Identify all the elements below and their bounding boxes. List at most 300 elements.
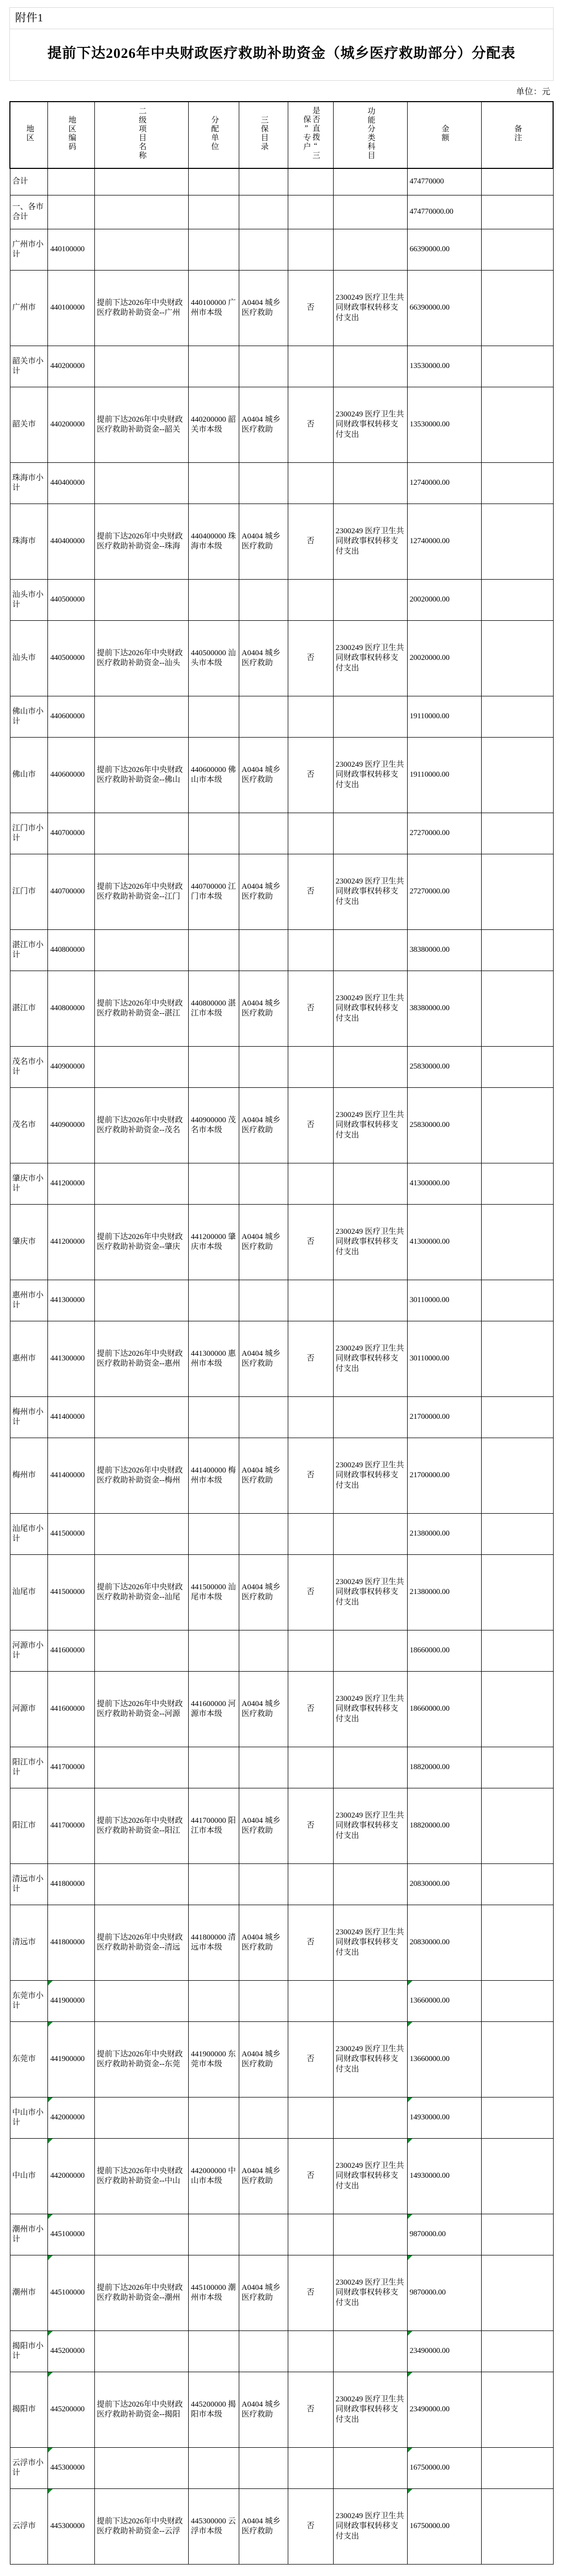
table-row [10,2255,553,2330]
comment-marker-icon [408,1981,412,1985]
cell-region-code: 441700000 [48,1747,94,1788]
cell-function-subject [333,1863,407,1905]
cell-function-subject [333,1980,407,2021]
cell-project-name: 提前下达2026年中央财政医疗救助补助资金--江门 [94,854,188,929]
cell-allocation-unit [189,2447,239,2488]
cell-region-code: 441500000 [48,1513,94,1554]
cell-remark [481,1863,553,1905]
cell-sanbao-category [239,1747,288,1788]
cell-project-name: 提前下达2026年中央财政医疗救助补助资金--东莞 [94,2021,188,2097]
cell-sanbao-category [239,195,288,229]
cell-direct-transfer: 否 [288,1438,333,1513]
cell-allocation-unit [189,462,239,504]
cell-project-name [94,1980,188,2021]
cell-allocation-unit [189,2097,239,2138]
table-row [10,1863,553,1905]
table-row [10,2447,553,2488]
table-row [10,462,553,504]
table-row [10,1554,553,1630]
cell-direct-transfer [288,1163,333,1204]
cell-allocation-unit [189,1630,239,1671]
cell-project-name: 提前下达2026年中央财政医疗救助补助资金--潮州 [94,2255,188,2330]
cell-remark [481,1671,553,1747]
table-row [10,1747,553,1788]
cell-remark [481,737,553,813]
cell-region-code: 440200000 [48,387,94,462]
comment-marker-icon [48,2331,53,2336]
cell-allocation-unit [189,195,239,229]
cell-sanbao-category: A0404 城乡医疗救助 [239,270,288,346]
comment-marker-icon [48,2448,53,2452]
cell-project-name [94,1163,188,1204]
table-row [10,1087,553,1163]
cell-sanbao-category: A0404 城乡医疗救助 [239,1087,288,1163]
col-header-category [239,102,288,168]
table-row [10,1630,553,1671]
cell-allocation-unit: 441500000 汕尾市本级 [189,1554,239,1630]
cell-sanbao-category [239,462,288,504]
cell-region: 东莞市 [10,2021,48,2097]
table-row [10,1671,553,1747]
cell-sanbao-category [239,579,288,620]
cell-project-name [94,195,188,229]
cell-allocation-unit: 441900000 东莞市本级 [189,2021,239,2097]
comment-marker-icon [408,2255,412,2260]
comment-marker-icon [408,2022,412,2027]
cell-direct-transfer [288,195,333,229]
cell-direct-transfer [288,2447,333,2488]
cell-remark [481,2214,553,2255]
cell-project-name [94,229,188,270]
cell-allocation-unit: 441800000 清远市本级 [189,1905,239,1980]
cell-sanbao-category [239,2330,288,2372]
table-row [10,737,553,813]
comment-marker-icon [48,2372,53,2377]
comment-marker-icon [408,2214,412,2219]
attachment-label: 附件1 [10,8,553,29]
table-row [10,229,553,270]
cell-direct-transfer [288,462,333,504]
cell-region: 揭阳市 [10,2372,48,2447]
cell-direct-transfer: 否 [288,1671,333,1747]
cell-project-name [94,462,188,504]
cell-region: 阳江市 [10,1788,48,1863]
table-row [10,346,553,387]
comment-marker-icon [408,2448,412,2452]
cell-region-code: 440500000 [48,579,94,620]
cell-project-name [94,1513,188,1554]
cell-remark [481,387,553,462]
table-row [10,929,553,971]
cell-region-code: 441400000 [48,1396,94,1438]
cell-function-subject: 2300249 医疗卫生共同财政事权转移支付支出 [333,2488,407,2564]
cell-remark [481,195,553,229]
cell-amount: 18660000.00 [407,1630,481,1671]
cell-direct-transfer [288,2097,333,2138]
table-row [10,2488,553,2564]
table-row [10,1204,553,1280]
cell-direct-transfer: 否 [288,1204,333,1280]
cell-region: 肇庆市小计 [10,1163,48,1204]
cell-remark [481,1396,553,1438]
comment-marker-icon [408,2331,412,2336]
cell-amount: 41300000.00 [407,1163,481,1204]
cell-region-code: 440100000 [48,270,94,346]
cell-region: 江门市 [10,854,48,929]
cell-region: 广州市小计 [10,229,48,270]
table-row [10,579,553,620]
cell-function-subject [333,195,407,229]
cell-region-code: 441800000 [48,1905,94,1980]
cell-region: 湛江市小计 [10,929,48,971]
cell-project-name [94,813,188,854]
cell-function-subject: 2300249 医疗卫生共同财政事权转移支付支出 [333,620,407,696]
cell-remark [481,2021,553,2097]
col-header-region [10,102,48,168]
cell-amount: 30110000.00 [407,1321,481,1396]
cell-project-name: 提前下达2026年中央财政医疗救助补助资金--珠海 [94,504,188,579]
cell-project-name [94,2214,188,2255]
cell-remark [481,1321,553,1396]
cell-sanbao-category [239,229,288,270]
cell-sanbao-category: A0404 城乡医疗救助 [239,2488,288,2564]
cell-function-subject: 2300249 医疗卫生共同财政事权转移支付支出 [333,1438,407,1513]
cell-region-code: 445300000 [48,2488,94,2564]
cell-region: 江门市小计 [10,813,48,854]
cell-function-subject: 2300249 医疗卫生共同财政事权转移支付支出 [333,1554,407,1630]
cell-region-code: 440500000 [48,620,94,696]
table-row [10,1905,553,1980]
cell-project-name: 提前下达2026年中央财政医疗救助补助资金--清远 [94,1905,188,1980]
cell-function-subject [333,1163,407,1204]
cell-amount: 66390000.00 [407,229,481,270]
cell-region: 河源市小计 [10,1630,48,1671]
cell-allocation-unit [189,229,239,270]
cell-allocation-unit [189,168,239,195]
cell-remark [481,696,553,737]
cell-sanbao-category: A0404 城乡医疗救助 [239,1905,288,1980]
table-row [10,1513,553,1554]
cell-sanbao-category: A0404 城乡医疗救助 [239,2138,288,2214]
cell-project-name [94,1863,188,1905]
cell-direct-transfer [288,813,333,854]
cell-direct-transfer: 否 [288,1087,333,1163]
cell-direct-transfer: 否 [288,2488,333,2564]
cell-region-code: 441300000 [48,1280,94,1321]
cell-region: 阳江市小计 [10,1747,48,1788]
cell-direct-transfer: 否 [288,1554,333,1630]
cell-amount: 23490000.00 [407,2372,481,2447]
cell-sanbao-category [239,1630,288,1671]
cell-function-subject [333,1280,407,1321]
cell-function-subject [333,1396,407,1438]
cell-sanbao-category [239,1513,288,1554]
cell-function-subject [333,2214,407,2255]
table-row [10,2214,553,2255]
cell-remark [481,929,553,971]
cell-amount: 21700000.00 [407,1438,481,1513]
cell-allocation-unit: 440600000 佛山市本级 [189,737,239,813]
cell-region-code: 445100000 [48,2214,94,2255]
cell-project-name: 提前下达2026年中央财政医疗救助补助资金--汕头 [94,620,188,696]
cell-allocation-unit [189,929,239,971]
comment-marker-icon [408,2489,412,2494]
table-row [10,1980,553,2021]
cell-function-subject [333,2330,407,2372]
cell-amount: 18820000.00 [407,1747,481,1788]
cell-direct-transfer [288,1980,333,2021]
cell-allocation-unit: 440200000 韶关市本级 [189,387,239,462]
cell-region: 珠海市 [10,504,48,579]
cell-function-subject: 2300249 医疗卫生共同财政事权转移支付支出 [333,1905,407,1980]
cell-sanbao-category: A0404 城乡医疗救助 [239,2255,288,2330]
cell-remark [481,813,553,854]
cell-remark [481,579,553,620]
table-body [10,168,553,2565]
cell-function-subject [333,229,407,270]
table-row [10,813,553,854]
cell-region-code: 440700000 [48,854,94,929]
cell-allocation-unit [189,1513,239,1554]
cell-direct-transfer [288,2330,333,2372]
comment-marker-icon [48,2255,53,2260]
cell-remark [481,1905,553,1980]
cell-sanbao-category [239,1980,288,2021]
cell-direct-transfer: 否 [288,2255,333,2330]
cell-region-code: 441900000 [48,2021,94,2097]
cell-remark [481,2330,553,2372]
cell-remark [481,1554,553,1630]
cell-sanbao-category: A0404 城乡医疗救助 [239,1321,288,1396]
col-header-amount-label: 金额 [440,124,449,142]
comment-marker-icon [408,2097,412,2102]
cell-project-name [94,2097,188,2138]
table-row [10,2330,553,2372]
cell-function-subject [333,346,407,387]
table-row [10,195,553,229]
cell-project-name: 提前下达2026年中央财政医疗救助补助资金--广州 [94,270,188,346]
cell-region-code: 440600000 [48,696,94,737]
cell-remark [481,1204,553,1280]
cell-region: 汕头市 [10,620,48,696]
cell-function-subject: 2300249 医疗卫生共同财政事权转移支付支出 [333,2255,407,2330]
cell-allocation-unit: 440100000 广州市本级 [189,270,239,346]
comment-marker-icon [48,2097,53,2102]
cell-remark [481,2097,553,2138]
cell-direct-transfer: 否 [288,2021,333,2097]
cell-allocation-unit: 440700000 江门市本级 [189,854,239,929]
cell-amount: 13660000.00 [407,2021,481,2097]
comment-marker-icon [48,2022,53,2027]
cell-function-subject: 2300249 医疗卫生共同财政事权转移支付支出 [333,270,407,346]
cell-amount: 13660000.00 [407,1980,481,2021]
cell-direct-transfer: 否 [288,1905,333,1980]
cell-region: 云浮市小计 [10,2447,48,2488]
col-header-function [333,102,407,168]
col-header-amount [407,102,481,168]
cell-project-name: 提前下达2026年中央财政医疗救助补助资金--云浮 [94,2488,188,2564]
cell-direct-transfer: 否 [288,1321,333,1396]
comment-marker-icon [408,2139,412,2143]
cell-amount: 13530000.00 [407,346,481,387]
cell-region-code: 441300000 [48,1321,94,1396]
cell-remark [481,1163,553,1204]
cell-region: 梅州市 [10,1438,48,1513]
cell-function-subject: 2300249 医疗卫生共同财政事权转移支付支出 [333,1204,407,1280]
table-row [10,387,553,462]
cell-region: 清远市小计 [10,1863,48,1905]
cell-region: 合计 [10,168,48,195]
cell-project-name: 提前下达2026年中央财政医疗救助补助资金--茂名 [94,1087,188,1163]
cell-amount: 9870000.00 [407,2255,481,2330]
cell-amount: 474770000.00 [407,195,481,229]
cell-region-code: 440800000 [48,929,94,971]
cell-region: 中山市 [10,2138,48,2214]
cell-amount: 23490000.00 [407,2330,481,2372]
cell-direct-transfer [288,579,333,620]
cell-allocation-unit: 440900000 茂名市本级 [189,1087,239,1163]
document-page [0,7,563,2565]
cell-sanbao-category [239,2097,288,2138]
cell-project-name [94,1630,188,1671]
cell-remark [481,2488,553,2564]
cell-amount: 25830000.00 [407,1046,481,1087]
table-row [10,1438,553,1513]
header-box [9,7,554,81]
cell-remark [481,1747,553,1788]
col-header-remark-label: 备注 [513,124,522,142]
cell-sanbao-category: A0404 城乡医疗救助 [239,971,288,1046]
table-row [10,1046,553,1087]
cell-direct-transfer [288,229,333,270]
header-row [10,102,553,168]
cell-sanbao-category: A0404 城乡医疗救助 [239,737,288,813]
cell-project-name [94,579,188,620]
table-row [10,971,553,1046]
cell-sanbao-category [239,1163,288,1204]
cell-direct-transfer: 否 [288,971,333,1046]
cell-amount: 474770000 [407,168,481,195]
cell-amount: 12740000.00 [407,504,481,579]
cell-direct-transfer: 否 [288,2372,333,2447]
cell-region: 广州市 [10,270,48,346]
cell-amount: 16750000.00 [407,2447,481,2488]
cell-direct-transfer [288,1046,333,1087]
cell-project-name [94,1747,188,1788]
cell-sanbao-category [239,929,288,971]
cell-remark [481,1280,553,1321]
cell-region-code: 440400000 [48,462,94,504]
table-row [10,1396,553,1438]
cell-region: 云浮市 [10,2488,48,2564]
table-row [10,620,553,696]
cell-remark [481,1087,553,1163]
cell-direct-transfer [288,168,333,195]
cell-region-code: 441400000 [48,1438,94,1513]
cell-sanbao-category: A0404 城乡医疗救助 [239,854,288,929]
cell-remark [481,1046,553,1087]
table-head [10,102,553,168]
cell-amount: 20830000.00 [407,1863,481,1905]
cell-direct-transfer [288,1396,333,1438]
cell-sanbao-category [239,813,288,854]
cell-remark [481,1438,553,1513]
cell-allocation-unit [189,1280,239,1321]
cell-project-name: 提前下达2026年中央财政医疗救助补助资金--阳江 [94,1788,188,1863]
cell-region-code [48,195,94,229]
cell-region-code: 442000000 [48,2097,94,2138]
cell-region: 揭阳市小计 [10,2330,48,2372]
cell-region: 惠州市 [10,1321,48,1396]
cell-region: 梅州市小计 [10,1396,48,1438]
cell-remark [481,2372,553,2447]
cell-region: 韶关市小计 [10,346,48,387]
cell-project-name: 提前下达2026年中央财政医疗救助补助资金--佛山 [94,737,188,813]
cell-project-name: 提前下达2026年中央财政医疗救助补助资金--河源 [94,1671,188,1747]
cell-sanbao-category [239,1046,288,1087]
cell-sanbao-category: A0404 城乡医疗救助 [239,1204,288,1280]
cell-remark [481,1630,553,1671]
cell-function-subject [333,813,407,854]
cell-region: 湛江市 [10,971,48,1046]
cell-remark [481,462,553,504]
cell-function-subject: 2300249 医疗卫生共同财政事权转移支付支出 [333,1321,407,1396]
cell-sanbao-category [239,2214,288,2255]
cell-allocation-unit [189,696,239,737]
cell-allocation-unit: 445100000 潮州市本级 [189,2255,239,2330]
cell-region-code: 441500000 [48,1554,94,1630]
col-header-code [48,102,94,168]
cell-function-subject [333,1630,407,1671]
cell-direct-transfer [288,1863,333,1905]
cell-direct-transfer [288,1513,333,1554]
cell-direct-transfer [288,1747,333,1788]
cell-allocation-unit: 441300000 惠州市本级 [189,1321,239,1396]
col-header-category-label: 三保目录 [260,115,268,151]
comment-marker-icon [48,2489,53,2494]
col-header-unit [189,102,239,168]
cell-region: 中山市小计 [10,2097,48,2138]
cell-region-code: 441200000 [48,1163,94,1204]
cell-sanbao-category: A0404 城乡医疗救助 [239,620,288,696]
cell-region-code: 441800000 [48,1863,94,1905]
cell-sanbao-category: A0404 城乡医疗救助 [239,2021,288,2097]
cell-region-code: 441200000 [48,1204,94,1280]
cell-sanbao-category: A0404 城乡医疗救助 [239,2372,288,2447]
cell-direct-transfer [288,1280,333,1321]
cell-amount: 38380000.00 [407,971,481,1046]
cell-sanbao-category [239,696,288,737]
cell-amount: 30110000.00 [407,1280,481,1321]
cell-region-code: 445300000 [48,2447,94,2488]
col-header-code-label: 地区编码 [67,115,76,151]
cell-direct-transfer [288,2214,333,2255]
cell-region: 潮州市 [10,2255,48,2330]
cell-amount: 9870000.00 [407,2214,481,2255]
cell-project-name: 提前下达2026年中央财政医疗救助补助资金--中山 [94,2138,188,2214]
cell-sanbao-category: A0404 城乡医疗救助 [239,1438,288,1513]
col-header-function-label: 功能分类科目 [366,106,375,160]
cell-project-name [94,696,188,737]
col-header-project-label: 二级项目名称 [138,106,146,160]
cell-sanbao-category [239,2447,288,2488]
cell-sanbao-category [239,346,288,387]
cell-project-name [94,168,188,195]
cell-amount: 18660000.00 [407,1671,481,1747]
cell-allocation-unit [189,2330,239,2372]
cell-allocation-unit: 441400000 梅州市本级 [189,1438,239,1513]
page-title: 提前下达2026年中央财政医疗救助补助资金（城乡医疗救助部分）分配表 [47,45,516,62]
